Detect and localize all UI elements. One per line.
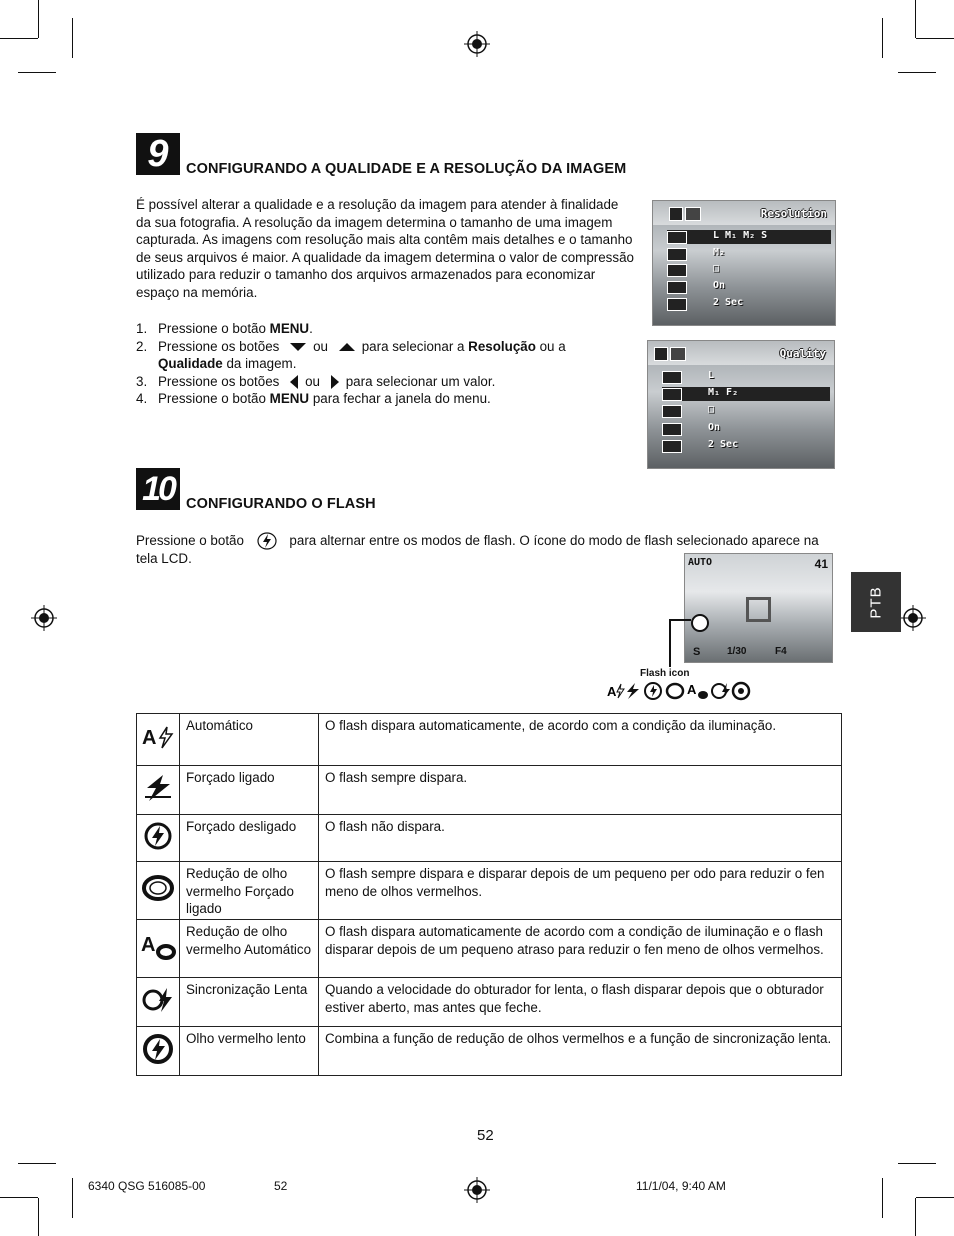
flash-mode-desc: O flash sempre dispara. — [319, 766, 842, 815]
menu-title: Resolution — [760, 207, 827, 220]
shots-remaining: 41 — [814, 557, 828, 571]
flash-mode-name: Sincronização Lenta — [180, 978, 319, 1027]
flash-button-icon — [256, 532, 278, 550]
menu-header — [653, 201, 835, 225]
menu-row-drive: □ — [667, 263, 831, 277]
review-icon — [667, 281, 687, 294]
resolution-icon — [667, 231, 687, 244]
registration-mark-icon — [31, 605, 57, 631]
settings-icon — [685, 207, 701, 221]
flash-forced-on-icon — [627, 683, 639, 699]
crop-mark — [38, 0, 39, 38]
quality-menu-screenshot — [647, 340, 835, 469]
flash-modes-table — [136, 713, 842, 1076]
crop-mark — [18, 1163, 56, 1164]
auto-mode-label: AUTO — [688, 557, 713, 568]
crop-mark — [38, 1198, 39, 1236]
menu-row-resolution: L — [662, 370, 830, 384]
section-10-title: CONFIGURANDO O FLASH — [186, 496, 376, 512]
resolution-icon — [662, 371, 682, 384]
menu-row-drive: □ — [662, 404, 830, 418]
svg-text:A: A — [141, 934, 156, 957]
crop-mark — [915, 1198, 916, 1236]
arrow-left-icon — [289, 374, 299, 390]
flash-mode-name: Forçado desligado — [180, 815, 319, 862]
flash-mode-name: Forçado ligado — [180, 766, 319, 815]
flash-mode-desc: Quando a velocidade do obturador for lenta, o flash disparar depois que o obturador estiver aberto, mas antes que feche. — [319, 978, 842, 1027]
crop-mark — [898, 1163, 936, 1164]
step-2: 2. Pressione os botões ou para selecionar a Resolução ou a Qualidade da imagem. — [136, 338, 566, 372]
focus-frame — [746, 597, 771, 622]
registration-mark-icon — [900, 605, 926, 631]
crop-mark — [882, 18, 883, 58]
flash-mode-desc: O flash dispara automaticamente de acordo com a condição de iluminação e o flash disparar depois de um pequeno atraso para reduzir o fen meno de olhos vermelhos. — [319, 920, 842, 978]
flash-mode-name: Redução de olho vermelho Automático — [180, 920, 319, 978]
section-9-title: CONFIGURANDO A QUALIDADE E A RESOLUÇÃO DA IMAGEM — [186, 161, 627, 177]
crop-mark — [0, 1197, 38, 1198]
menu-row-quality: M₂ — [667, 247, 831, 261]
flash-mode-desc: O flash não dispara. — [319, 815, 842, 862]
flash-off-icon — [645, 683, 661, 699]
flash-mode-desc: Combina a função de redução de olhos vermelhos e a função de sincronização lenta. — [319, 1027, 842, 1076]
flash-icon-callout-line — [669, 619, 691, 621]
arrow-right-icon — [330, 374, 340, 390]
lcd-screenshot — [684, 553, 833, 663]
step-3: 3. Pressione os botões ou para selecionar um valor. — [136, 373, 496, 389]
drive-icon — [662, 405, 682, 418]
registration-mark-icon — [464, 31, 490, 57]
table-row — [137, 815, 842, 862]
table-row — [137, 714, 842, 766]
red-eye-auto-icon — [687, 682, 708, 699]
flash-mode-name: Redução de olho vermelho Forçado ligado — [180, 862, 319, 920]
footer-job-id: 6340 QSG 516085-00 — [88, 1179, 206, 1193]
step-1: 1. Pressione o botão MENU. — [136, 321, 313, 336]
language-tab: PTB — [851, 572, 901, 632]
menu-row-resolution: L M₁ M₂ S — [667, 230, 831, 244]
mode-label: S — [693, 646, 701, 658]
menu-row-preview: 2 Sec — [667, 297, 831, 311]
svg-text:A: A — [687, 682, 697, 697]
red-eye-forced-icon — [667, 684, 683, 698]
flash-auto-icon — [607, 684, 624, 699]
crop-mark — [18, 72, 56, 73]
settings-icon — [670, 347, 686, 361]
crop-mark — [916, 1197, 954, 1198]
quality-icon — [662, 388, 682, 401]
registration-mark-icon — [464, 1177, 490, 1203]
camera-icon — [669, 207, 683, 221]
slow-sync-icon — [140, 985, 176, 1015]
preview-icon — [667, 298, 687, 311]
aperture: F4 — [775, 646, 787, 657]
crop-mark — [72, 18, 73, 58]
red-eye-forced-icon — [141, 874, 175, 902]
table-row — [137, 862, 842, 920]
page-number: 52 — [477, 1127, 494, 1144]
crop-mark — [916, 38, 954, 39]
drive-icon — [667, 264, 687, 277]
flash-icon-callout-line — [669, 619, 671, 667]
flash-off-icon — [142, 821, 174, 851]
camera-icon — [654, 347, 668, 361]
red-eye-auto-icon — [140, 931, 176, 961]
table-row — [137, 766, 842, 815]
crop-mark — [0, 38, 38, 39]
steps-list — [136, 320, 616, 408]
section-number-9: 9 — [136, 133, 180, 175]
section-9-intro: É possível alterar a qualidade e a resolução da imagem para atender à finalidade da sua fotografia. A resolução da imagem determina o tamanho de uma imagem capturada. As imagens com resolução mais alta contêm mais detalhes e o tamanho de seus arquivos é maior. A qualidade da imagem determina o valor de compressão utilizado para reduzir o tamanho dos arquivos armazenados para economizar espaço na memória. — [136, 197, 634, 300]
shutter-speed: 1/30 — [727, 646, 747, 657]
table-row — [137, 1027, 842, 1076]
footer-timestamp: 11/1/04, 9:40 AM — [636, 1179, 726, 1193]
table-row — [137, 978, 842, 1027]
flash-icons-strip — [607, 681, 751, 701]
menu-row-review: On — [662, 422, 830, 436]
flash-mode-indicator-icon — [691, 614, 709, 632]
flash-auto-icon — [141, 723, 175, 751]
arrow-up-icon — [338, 342, 356, 352]
section-10-intro: Pressione o botão para alternar entre os modos de flash. O ícone do modo de flash selecionado aparece na tela LCD. — [136, 533, 819, 567]
table-row — [137, 920, 842, 978]
step-4: 4. Pressione o botão MENU para fechar a janela do menu. — [136, 391, 491, 407]
flash-forced-on-icon — [141, 773, 175, 803]
svg-text:A: A — [142, 727, 157, 750]
footer-page: 52 — [274, 1179, 288, 1193]
crop-mark — [915, 0, 916, 38]
arrow-down-icon — [289, 342, 307, 352]
menu-row-quality: M₁ F₂ — [662, 387, 830, 401]
svg-text:A: A — [607, 684, 617, 699]
slow-sync-icon — [712, 683, 730, 698]
flash-mode-name: Automático — [180, 714, 319, 766]
quality-icon — [667, 248, 687, 261]
flash-mode-desc: O flash dispara automaticamente, de acordo com a condição da iluminação. — [319, 714, 842, 766]
section-number-10: 10 — [136, 468, 180, 510]
crop-mark — [882, 1178, 883, 1218]
menu-header — [648, 341, 834, 365]
flash-mode-name: Olho vermelho lento — [180, 1027, 319, 1076]
menu-row-preview: 2 Sec — [662, 439, 830, 453]
flash-mode-desc: O flash sempre dispara e disparar depois de um pequeno per odo para reduzir o fen meno de olhos vermelhos. — [319, 862, 842, 920]
crop-mark — [898, 72, 936, 73]
red-eye-slow-icon — [140, 1034, 176, 1064]
flash-icon-label: Flash icon — [640, 668, 690, 679]
resolution-menu-screenshot — [652, 200, 836, 326]
crop-mark — [72, 1178, 73, 1218]
menu-row-review: On — [667, 280, 831, 294]
preview-icon — [662, 440, 682, 453]
red-eye-slow-icon — [733, 683, 749, 699]
menu-title: Quality — [779, 347, 826, 360]
review-icon — [662, 423, 682, 436]
